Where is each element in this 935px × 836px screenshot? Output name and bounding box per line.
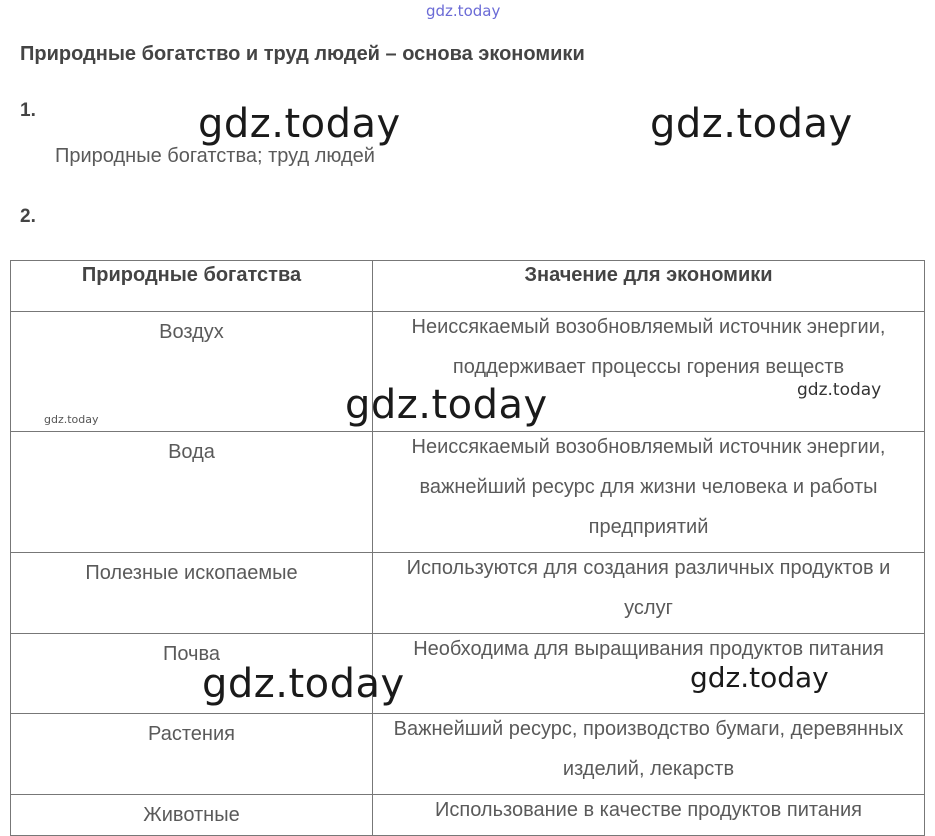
table-row	[11, 634, 925, 714]
watermark-small-2: gdz.today	[690, 661, 829, 694]
resource-name: Вода	[11, 432, 373, 553]
resource-desc	[373, 432, 925, 553]
resources-table	[10, 260, 925, 836]
header-meaning: Значение для экономики	[373, 261, 925, 312]
watermark-big-2: gdz.today	[650, 101, 853, 147]
question-1-answer: Природные богатства; труд людей	[55, 145, 375, 167]
table-header-row	[11, 261, 925, 312]
resource-name: Растения	[11, 714, 373, 795]
resource-name: Полезные ископаемые	[11, 553, 373, 634]
resource-desc	[373, 553, 925, 634]
resource-name: Воздух	[11, 312, 373, 432]
watermark-small-1: gdz.today	[797, 380, 882, 400]
question-2-number: 2.	[20, 206, 36, 227]
resource-desc	[373, 634, 925, 714]
resource-name: Почва	[11, 634, 373, 714]
resource-desc-text: Использование в качестве продуктов питания	[435, 799, 862, 821]
resource-desc	[373, 714, 925, 795]
watermark-big-4: gdz.today	[202, 661, 405, 707]
table-row	[11, 714, 925, 795]
table-row	[11, 312, 925, 432]
table-row	[11, 795, 925, 836]
resource-desc	[373, 795, 925, 836]
watermark-big-1: gdz.today	[198, 101, 401, 147]
resource-desc-text: Неиссякаемый возобновляемый источник энергии, поддерживает процессы горения веществ	[411, 316, 886, 378]
resource-desc-text: Важнейший ресурс, производство бумаги, деревянных изделий, лекарств	[393, 718, 904, 780]
resource-desc-text: Неиссякаемый возобновляемый источник энергии, важнейший ресурс для жизни человека и работы предприятий	[411, 436, 886, 538]
watermark-big-3: gdz.today	[345, 382, 548, 428]
table-row	[11, 553, 925, 634]
resource-name: Животные	[11, 795, 373, 836]
table-row	[11, 432, 925, 553]
watermark-top: gdz.today	[426, 2, 501, 20]
question-1-number: 1.	[20, 100, 36, 121]
page-title: Природные богатство и труд людей – основа экономики	[20, 43, 585, 65]
resource-desc-text: Используются для создания различных продуктов и услуг	[406, 557, 891, 619]
resource-desc-text: Необходима для выращивания продуктов питания	[413, 638, 884, 660]
resource-desc	[373, 312, 925, 432]
watermark-tiny-1: gdz.today	[44, 413, 99, 426]
header-resources: Природные богатства	[11, 261, 373, 312]
